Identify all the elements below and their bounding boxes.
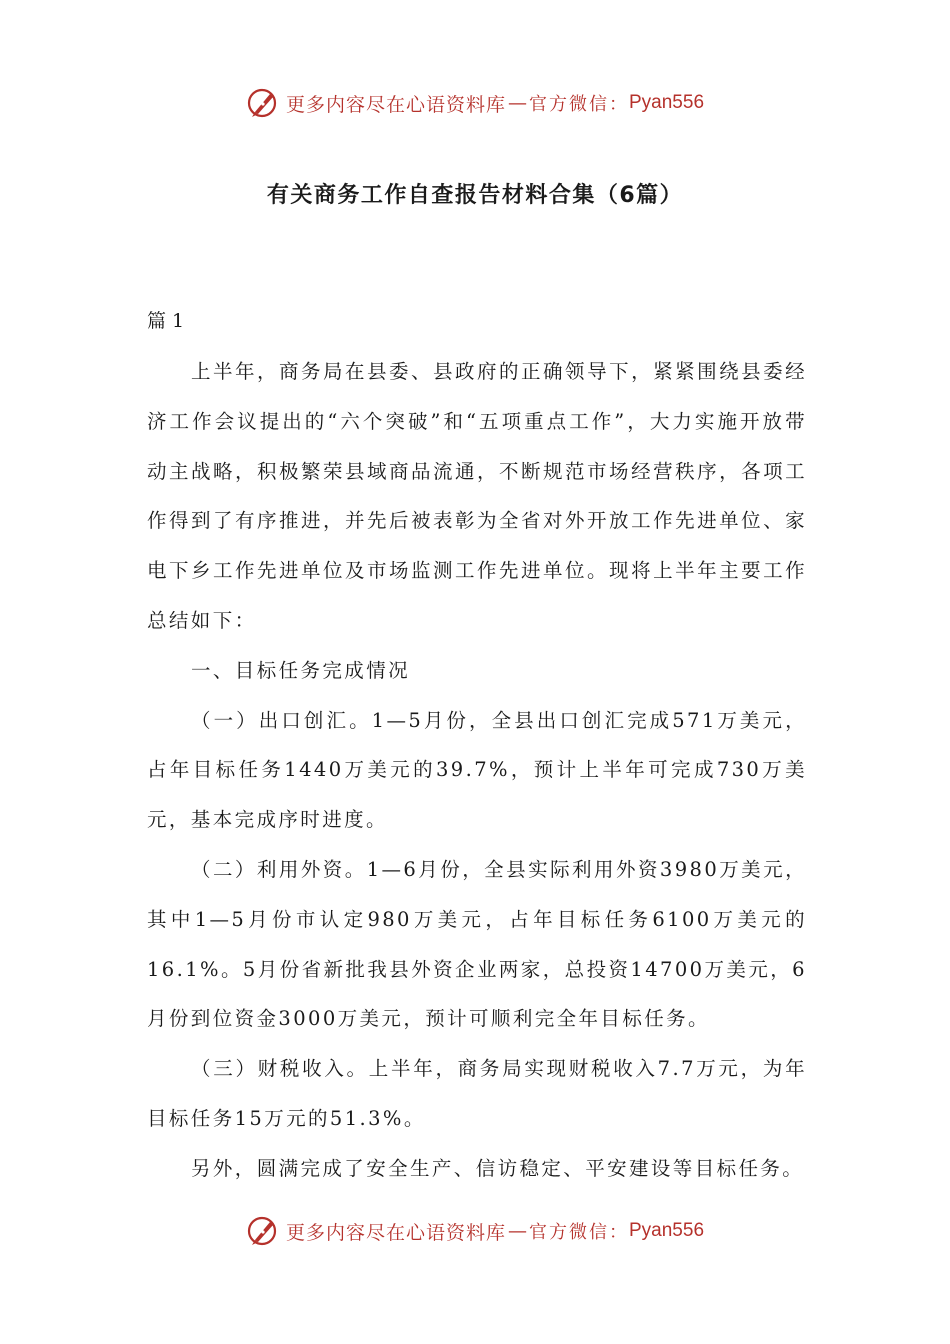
watermark-banner-bottom bbox=[0, 1211, 950, 1251]
watermark-wechat-label: 官方微信： bbox=[529, 94, 629, 115]
document-title: 有关商务工作自查报告材料合集（6篇） bbox=[266, 183, 684, 208]
pen-nib-logo-icon bbox=[246, 1214, 280, 1248]
section-heading: 一、目标任务完成情况 bbox=[191, 658, 411, 682]
watermark-brand: 更多内容尽在心语资料库 bbox=[285, 1221, 506, 1244]
watermark-wechat-label: 官方微信： bbox=[529, 1222, 629, 1243]
document-body bbox=[147, 347, 807, 1194]
watermark-handle: Pyan556 bbox=[629, 92, 705, 113]
paragraph: （二）利用外资。1—6月份，全县实际利用外资3980万美元，其中1—5月份市认定980万美元，占年目标任务6100万美元的16.1%。5月份省新批我县外资企业两家，总投资14700万美元，6月份到位资金3000万美元，预计可顺利完全年目标任务。 bbox=[147, 857, 807, 1031]
watermark-dash: — bbox=[508, 92, 527, 114]
paragraph: （一）出口创汇。1—5月份，全县出口创汇完成571万美元，占年目标任务1440万美元的39.7%，预计上半年可完成730万美元，基本完成序时进度。 bbox=[147, 708, 807, 832]
watermark-banner-top bbox=[0, 83, 950, 123]
watermark-brand: 更多内容尽在心语资料库 bbox=[285, 93, 506, 116]
paragraph: 上半年，商务局在县委、县政府的正确领导下，紧紧围绕县委经济工作会议提出的“六个突破”和“五项重点工作”，大力实施开放带动主战略，积极繁荣县域商品流通，不断规范市场经营秩序，各项工作得到了有序推进，并先后被表彰为全省对外开放工作先进单位、家电下乡工作先进单位及市场监测工作先进单位。现将上半年主要工作总结如下： bbox=[147, 360, 807, 632]
section-label: 篇 1 bbox=[147, 310, 185, 332]
paragraph: 另外，圆满完成了安全生产、信访稳定、平安建设等目标任务。 bbox=[191, 1156, 805, 1180]
watermark-handle: Pyan556 bbox=[629, 1220, 705, 1241]
pen-nib-logo-icon bbox=[246, 86, 280, 120]
watermark-dash: — bbox=[508, 1220, 527, 1242]
paragraph: （三）财税收入。上半年，商务局实现财税收入7.7万元，为年目标任务15万元的51.3%。 bbox=[147, 1057, 807, 1130]
